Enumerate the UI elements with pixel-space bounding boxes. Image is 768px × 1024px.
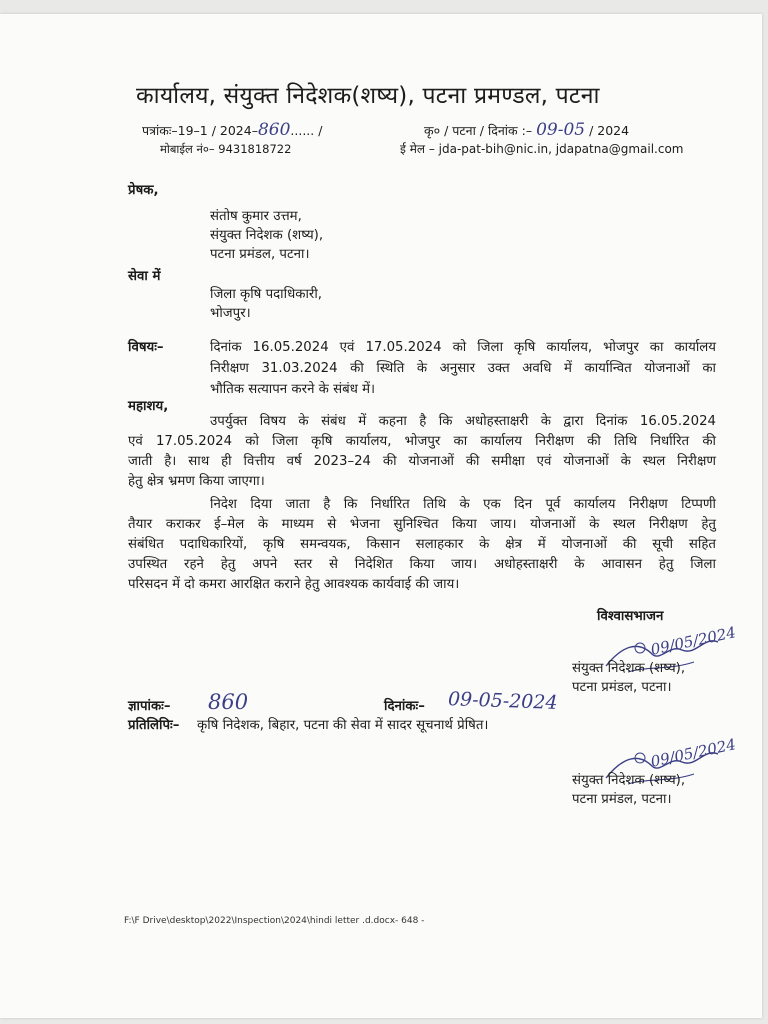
- sender-label: प्रेषक,: [128, 183, 159, 198]
- subject-line: भौतिक सत्यापन करने के संबंध में।: [210, 382, 376, 397]
- file-path-footer: F:\F Drive\desktop\2022\Inspection\2024\hindi letter .d.docx- 648 -: [124, 916, 425, 926]
- reference-year: / 2024: [589, 123, 630, 138]
- closing: विश्वासभाजन: [597, 609, 664, 624]
- signature-designation-1: संयुक्त निदेशक (शष्य),: [572, 661, 686, 676]
- body-line: एवं 17.05.2024 को जिला कृषि कार्यालय, भोजपुर का कार्यालय निरीक्षण की तिथि निर्धारित की: [128, 434, 716, 449]
- body-line: जाती है। साथ ही वित्तीय वर्ष 2023–24 की योजनाओं की समीक्षा एवं योजनाओं के स्थल निरीक्षण: [128, 454, 716, 469]
- recipient-label: सेवा में: [128, 269, 161, 284]
- body-line: निदेश दिया जाता है कि निर्धारित तिथि के एक दिन पूर्व कार्यालय निरीक्षण टिप्पणी: [210, 497, 716, 512]
- mobile-number: मोबाईल नं०– 9431818722: [160, 142, 292, 156]
- body-line: परिसदन में दो कमरा आरक्षित कराने हेतु आवश्यक कार्यवाई की जाय।: [128, 577, 460, 592]
- subject-line: दिनांक 16.05.2024 एवं 17.05.2024 को जिला कृषि कार्यालय, भोजपुर का कार्यालय: [210, 340, 716, 355]
- body-line: उपर्युक्त विषय के संबंध में कहना है कि अधोहस्ताक्षरी के द्वारा दिनांक 16.05.2024: [210, 414, 716, 429]
- signature-office-2: पटना प्रमंडल, पटना।: [572, 792, 672, 807]
- reference-date-prefix: कृ० / पटना / दिनांक :–: [424, 123, 533, 138]
- body-line: उपस्थित रहने हेतु अपने स्तर से निदेशित किया जाय। अधोहस्ताक्षरी के आवासन हेतु जिला: [128, 557, 716, 572]
- reference-date-line: [424, 120, 629, 140]
- recipient-designation: जिला कृषि पदाधिकारी,: [210, 287, 323, 302]
- memo-number-label: ज्ञापांकः–: [128, 699, 171, 714]
- copy-label: प्रतिलिपिः–: [128, 718, 180, 733]
- recipient-place: भोजपुर।: [210, 306, 251, 321]
- reference-date-handwritten: 09-05: [536, 120, 586, 140]
- reference-number-handwritten: 860: [257, 120, 291, 140]
- salutation: महाशय,: [128, 399, 169, 414]
- body-line: संबंधित पदाधिकारियों, कृषि समन्वयक, किसान सलाहकार के क्षेत्र में योजनाओं की सूची सहित: [128, 537, 716, 552]
- reference-prefix: पत्रांकः–19–1 / 2024–: [142, 123, 258, 138]
- signature-date-handwritten-1: 09/05/2024: [649, 623, 738, 659]
- signature-office-1: पटना प्रमंडल, पटना।: [572, 680, 672, 695]
- reference-suffix: ...... /: [290, 123, 323, 138]
- copy-text: कृषि निदेशक, बिहार, पटना की सेवा में सादर सूचनार्थ प्रेषित।: [197, 718, 489, 733]
- sender-name: संतोष कुमार उत्तम,: [210, 209, 302, 224]
- email-addresses: ई मेल – jda-pat-bih@nic.in, jdapatna@gmail.com: [400, 142, 684, 156]
- memo-date-label: दिनांकः–: [384, 699, 425, 714]
- sender-designation: संयुक्त निदेशक (शष्य),: [210, 228, 324, 243]
- memo-number-handwritten: 860: [208, 690, 249, 714]
- memo-date-handwritten: 09-05-2024: [447, 688, 558, 714]
- reference-line: [142, 120, 322, 140]
- office-title: कार्यालय, संयुक्त निदेशक(शष्य), पटना प्रमण्डल, पटना: [136, 83, 600, 109]
- body-line: हेतु क्षेत्र भ्रमण किया जाएगा।: [128, 474, 265, 489]
- subject-line: निरीक्षण 31.03.2024 की स्थिति के अनुसार उक्त अवधि में कार्यान्वित योजनाओं का: [210, 361, 716, 376]
- subject-label: विषयः–: [128, 340, 164, 355]
- signature-designation-2: संयुक्त निदेशक (शष्य),: [572, 773, 686, 788]
- body-line: तैयार कराकर ई–मेल के माध्यम से भेजना सुनिश्चित किया जाय। योजनाओं के स्थल निरीक्षण हेतु: [128, 517, 716, 532]
- signature-date-handwritten-2: 09/05/2024: [649, 735, 738, 771]
- letter-page: [0, 14, 762, 1018]
- sender-office: पटना प्रमंडल, पटना।: [210, 247, 310, 262]
